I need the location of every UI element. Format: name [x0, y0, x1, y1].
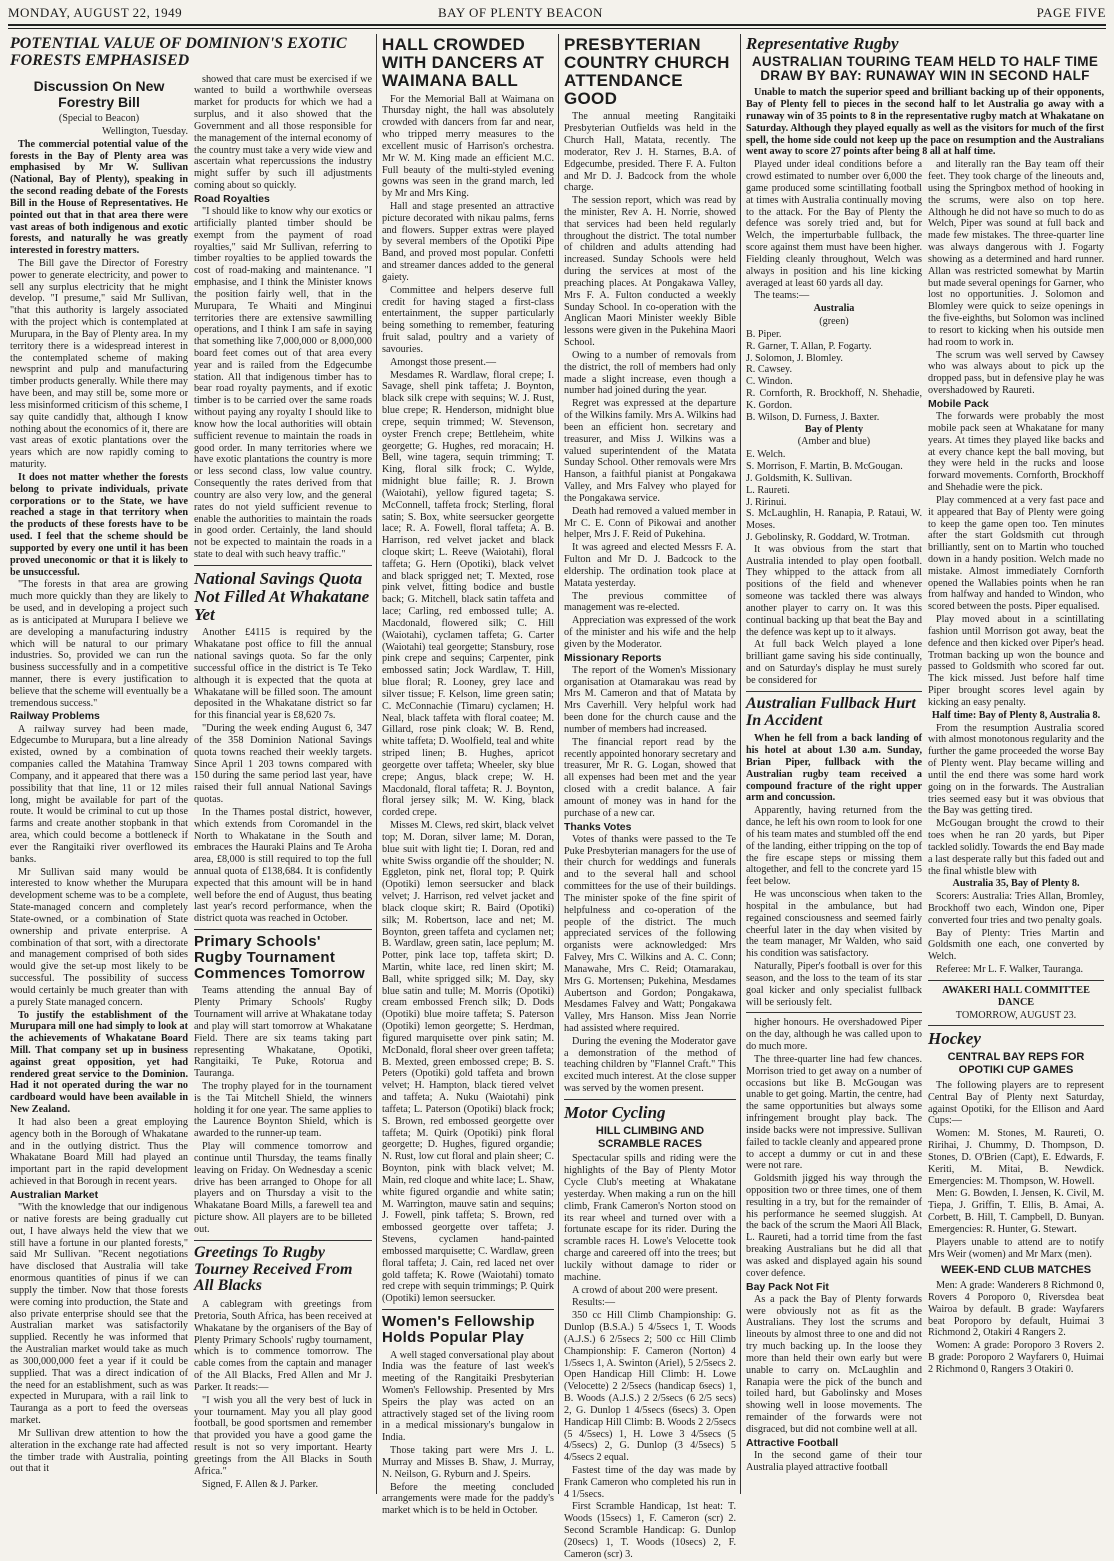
section-heading: Thanks Votes	[564, 820, 632, 833]
masthead-rule	[8, 24, 1106, 26]
column-3	[382, 34, 554, 1517]
paragraph: Appreciation was expressed of the work of the minister and his wife and the help given by the Moderator.	[564, 615, 736, 650]
paragraph: The following players are to represent Central Bay of Plenty next Saturday, against Opotiki, for the Ellison and Aard Cups:—	[928, 1079, 1104, 1127]
paragraph: The trophy played for in the tournament is the Tai Mitchell Shield, the winners holding it for one year. The same applies to the Laurence Boynton Shield, which is awarded to the runner-up team.	[194, 1081, 372, 1140]
paragraph: He was unconscious when taken to the hospital in the ambulance, but had regained consciousness and seemed fairly cheerful later in the day when visited by the team manager, Mr Walden, who said his condition was satisfactory.	[746, 889, 922, 960]
lineup-line: L. Raureti.	[746, 484, 790, 496]
paragraph: Goldsmith jigged his way through the opposition two or three times, one of them resulting in a try, but for the remainder of his performance he seemed sluggish. At the back of the scrum the Maori All Black, L. Raureti, had a torrid time from the fast breaking Australians but he did all that was asked and displayed again his sound cover defence.	[746, 1173, 922, 1279]
paragraph: Apparently, having returned from the dance, he left his own room to look for one of his team mates and stumbled off the end of the landing, either tripping on the top of the fire escape steps or missing them altogether, and fell to the concrete yard 15 feet below.	[746, 805, 922, 888]
paragraph: In the second game of their tour Australia played attractive football	[746, 1449, 922, 1473]
paragraph: Fastest time of the day was made by Frank Cameron who completed his run in 4 1/5secs.	[564, 1465, 736, 1500]
paragraph: The teams:—	[754, 290, 810, 302]
paragraph: Results:—	[572, 1297, 616, 1309]
paragraph: showed that care must be exercised if we wanted to build a worthwhile overseas market for products for which we had a surplus, and it also showed that the Government and all those responsible for the management of the internal economy of the country must take a very wide view and ascertain what repercussions the industry might suffer by such ill adjustments coming about so quickly.	[194, 73, 372, 192]
team-colour: (green)	[819, 316, 849, 328]
motor-cycling-heading: Motor Cycling	[564, 1102, 666, 1122]
hill-climb-headline: HILL CLIMBING AND SCRAMBLE RACES	[595, 1124, 705, 1150]
divider	[382, 1309, 554, 1310]
column-2	[194, 74, 372, 1492]
column-6	[928, 159, 1104, 1474]
paragraph: In the Thames postal district, however, which extends from Coromandel in the North to Whakatane in the South and embraces the Hauraki Plains and Te Aroha area, £8,000 is still required to top the full annual quota of £138,684. It is confidently expected that this amount will be in hand well before the end of August, thus beating last year's record performance, when the district quota was reached in October.	[194, 806, 372, 925]
paragraph: During the evening the Moderator gave a demonstration of the method of teaching children by "Flannel Craft." This excited much interest. At the close supper was served by the women present.	[564, 1035, 736, 1095]
forestry-article	[10, 34, 372, 1494]
paragraph: Women: M. Stones, M. Raureti, O. Ririhai, J. Chummy, D. Thompson, D. Stones, D. O'Brien (Capt), E. Edwards, F. Keriti, M. Mitai, B. Newdick. Emergencies: M. Thompson, W. Howell.	[928, 1128, 1104, 1187]
paragraph: "I wish you all the very best of luck in your tournament. May you all play good football, be good sportsmen and remember that provided you have a good game the result is not so very important. Hearty greetings from the All Blacks in South Africa."	[194, 1394, 372, 1477]
representative-rugby-heading: Representative Rugby	[746, 34, 899, 53]
masthead	[8, 4, 1106, 22]
paragraph: Owing to a number of removals from the district, the roll of members had only made a slight increase, even though a number had joined during the year.	[564, 349, 736, 397]
paragraph: Men: A grade: Wanderers 8 Richmond 0, Rovers 4 Poroporo 0, Riversdea beat Wairoa by default. B grade: Wayfarers beat Poroporo by default, Huimai 3 Richmond 2, Otakiri 4 Rangers 2.	[928, 1280, 1104, 1339]
lineup-line: J. Goldsmith, K. Sullivan.	[746, 472, 853, 484]
bay-of-plenty-lineup	[746, 449, 922, 544]
column-rule	[376, 34, 377, 1494]
paragraph: The session report, which was read by the minister, Rev A. H. Norrie, showed that services had been held regularly throughout the district. The total number of children and adults attending had increased. Sunday Schools were held during the services at most of the preaching places. At Pongakawa Valley, Mrs F. A. Fulton conducted a weekly Sunday School. In co-operation with the Anglican Maori Minister weekly Bible lessons were given in the Pukehina Maori School.	[564, 195, 736, 349]
paragraph: Those taking part were Mrs J. L. Murray and Misses B. Shaw, J. Murray, N. Neilson, G. Ryburn and J. Speirs.	[382, 1445, 554, 1480]
paragraph: A cablegram with greetings from Pretoria, South Africa, has been received at Whakatane by the organisers of the Bay of Plenty Primary Schools' rugby tournament, which is to commence tomorrow. The cable comes from the captain and manager of the All Blacks, Fred Allen and Mr J. Parker. It reads:—	[194, 1299, 372, 1393]
lineup-line: C. Windon.	[746, 376, 793, 388]
lineup-line: B. Wilson, D. Furness, J. Baxter.	[746, 411, 880, 423]
paragraph: Before the meeting concluded arrangements were made for the paddy's market which is to be held in October.	[382, 1481, 554, 1517]
paragraph: Men: G. Bowden, I. Jensen, K. Civil, M. Tiepa, J. Griffin, T. Ellis, B. Amai, A. Corbett, B. Hill, T. Campbell, D. Bunyan. Emergencies: R. Hunter, G. Stewart.	[928, 1188, 1104, 1235]
paragraph: The forwards were probably the most mobile pack seen at Whakatane for many years. At times they played like backs and at every chance kept the ball moving, but they were held in the rucks and loose forward movements. Cornforth, Brockhoff and Shehadie were the pick.	[928, 411, 1104, 494]
paragraph: To justify the establishment of the Murupara mill one had simply to look at the achievements of Whakatane Board Mill. That company set up in business against great opposition, yet had rendered great service to the Dominion. Had it not operated during the war no cardboard would have been available in New Zealand.	[10, 1009, 188, 1116]
paragraph: Players unable to attend are to notify Mrs Weir (women) and Mr Marx (men).	[928, 1236, 1104, 1260]
paragraph: As a pack the Bay of Plenty forwards were obviously not as fit as the Australians. They lost the scrums and lineouts by almost three to one and did not try much backing up. In the loose they more than held their own early but were unable to carry on. McLaughlin and Ranapia were the pick of the bunch and toiled hard, but Gabolinsky and Moses showing well in loose movements. The remainder of the forwards were not disgraced, but did not combine well at all.	[746, 1293, 922, 1435]
page-number: PAGE FIVE	[1036, 5, 1106, 20]
divider	[746, 1012, 922, 1013]
section-heading: Mobile Pack	[928, 397, 989, 410]
lineup-line: S. McLaughlin, H. Ranapia, P. Rataui, W. Moses.	[746, 508, 922, 532]
paragraph: Committee and helpers deserve full credit for having staged a first-class entertainment, the supper particularly being something to remember, featuring fruit salad, poultry and a variety of savouries.	[382, 284, 554, 355]
paragraph: For the Memorial Ball at Waimana on Thursday night, the hall was absolutely crowded with dancers from far and near, who tripped merry measures to the excellent music of Harrison's orchestra. Mr W. M. King made an efficient M.C. Full beauty of the multi-styled evening gowns was seen in the grand march, led by Mr and Mrs King.	[382, 93, 554, 200]
divider	[746, 691, 922, 692]
paragraph: Spectacular spills and riding were the highlights of the Bay of Plenty Motor Cycle Club's meeting at Whakatane yesterday. When making a run on the hill climb, Frank Cameron's Norton stood on its rear wheel and turned over with a fortunate escape for its rider. During the scramble races H. Lowe's Velocette took charge and careered off into the trees; but luckily without damage to rider or machine.	[564, 1153, 736, 1283]
paragraph: First Scramble Handicap, 1st heat: T. Woods (15secs) 1, F. Cameron (scr) 2. Second Scramble Handicap: G. Dunlop (20secs) 1, T. Woods (10secs) 2, F. Cameron (scr) 3.	[564, 1501, 736, 1560]
column-rule	[740, 34, 741, 1494]
section-heading: Attractive Football	[746, 1436, 839, 1449]
team-colour: (Amber and blue)	[797, 436, 871, 448]
paragraph: Regret was expressed at the departure of the Wilkins family. Mrs A. Wilkins had been an efficient hon. secretary and treasurer, and Miss J. Wilkins was a valued superintendent of the Matata Sunday School. Other removals were Mrs Hanson, a faithful pianist at Pongakawa Valley, and Mrs Falvey who played for the Pongakawa service.	[564, 398, 736, 504]
paragraph: The three-quarter line had few chances. Morrison tried to get away on a number of occasions but like B. McGougan was unable to get going. Martin, the centre, had the same opportunities but always some infringement brought play back. The inside backs were not impressive. Sullivan failed to tackle cleanly and appeared prone to accept a dummy or cut in and these were not rare.	[746, 1053, 922, 1172]
column-rule	[558, 34, 559, 1494]
paragraph: Mr Sullivan drew attention to how the alteration in the exchange rate had affected the timber trade with Australia, pointing out that it	[10, 1427, 188, 1475]
paragraph: It was agreed and elected Messrs F. A. Fulton and Mr D. J. Badcock to the eldership. The ordination took place at Matata yesterday.	[564, 542, 736, 589]
rugby-lead: Unable to match the superior speed and brilliant backing up of their opponents, Bay of Plenty fell to pieces in the second half to let Australia go away with a runaway win of 35 points to 8 in the representative rugby match at Whakatane on Saturday. Although they played equally as well as the visitors for much of the first spell, the home side could not keep up the pace on resumption and the Australians went away to score 27 points after being 8 all at half time.	[746, 87, 1104, 158]
paragraph: Votes of thanks were passed to the Te Puke Presbyterian managers for the use of their church for weddings and funerals and to the several hall and school committees for the use of their buildings. The minister spoke of the fine spirit of helpfulness and co-operation of the people of the district. The much appreciated services of the following organists were acknowledged: Mrs Falvey, Mrs C. Wilkins and A. C. Conn; Manawahe, Mrs C. Reid; Otamarakau, Mrs G. Mortensen; Pukehina, Mesdames Aubertson and Gordon; Pongakawa, Mesdames Falvey and Watt; Pongakawa Valley, Mrs Hanson. Miss Jean Norrie had assisted where required.	[564, 833, 737, 1034]
paragraph: At full back Welch played a lone brilliant game saving his side continually, and on Saturday's display he must surely be considered for	[746, 639, 922, 686]
greetings-headline: Greetings To Rugby Tourney Received From All Blacks	[194, 1243, 353, 1295]
section-heading: Railway Problems	[10, 710, 100, 723]
forestry-lead: The commercial potential value of the forests in the Bay of Plenty area was emphasised by Mr W. Sullivan (National, Bay of Plenty), speaking in the second reading debate of the Forests Bill in the House of Representatives. He pointed out that in that area there were vast areas of both indigenous and exotic forests, and naturally he was greatly interested in forestry matters.	[10, 138, 188, 257]
lineup-line: R. Cawsey.	[746, 364, 793, 376]
column-1	[10, 74, 188, 1492]
section-heading: Missionary Reports	[564, 651, 662, 664]
paper-title: BAY OF PLENTY BEACON	[438, 5, 603, 20]
paragraph: Death had removed a valued member in Mr C. E. Conn of Pikowai and another helper, Mrs J. F. Reid of Pukehina.	[564, 505, 736, 541]
paragraph: When he fell from a back landing of his hotel at about 1.30 a.m. Sunday, Brian Piper, fullback with the Australian rugby team received a compound fracture of the right upper arm and concussion.	[746, 733, 922, 804]
australia-lineup	[746, 329, 922, 424]
forestry-banner: POTENTIAL VALUE OF DOMINION'S EXOTIC FORESTS EMPHASISED	[10, 35, 347, 69]
paragraph: A railway survey had been made, Edgecumbe to Murupara, but a line already existed, owned by a combination of companies called the Matahina Tramway Company, and it appeared that there was a possibility that that line, 11 or 12 miles long, might be available for part of the route. It would be criminal to cut up those farms and create another stopbank in that area, which could become a bottleneck if ever the Rangitaiki river overflowed its banks.	[10, 723, 188, 865]
lineup-line: B. Piper.	[746, 328, 782, 340]
divider	[928, 980, 1104, 981]
divider	[194, 565, 372, 566]
dance-ad-title: AWAKERI HALL COMMITTEE DANCE	[942, 984, 1090, 1008]
paragraph: "The forests in that area are growing much more quickly than they are likely to be used, and in developing a project such as is anticipated at Murupara I believe we are developing a manufacturing industry which will be natural to our primary industries. So, provided we can run the business successfully and in a competitive manner, there is every justification to believe that the scheme will eventually be a tremendous success."	[10, 579, 188, 709]
paragraph: "With the knowledge that our indigenous or native forests are being gradually cut out, I have always held the view that we still have a fortune in our planted forests," said Mr Sullivan. "Recent negotiations have disclosed that Australia will take enormous quantities of pinus if we can supply the timber. Now that those forests were coming into production, the State and also private enterprise should see that the Australian market was satisfactorily supplied. Recently he was informed that the Australian market would take as much as 300,000,000 feet a year if it could be supplied. That was a direct indication of the need for an establishment, such as was expected in Murupara, with a rail link to Tauranga as a port to feed the overseas market.	[10, 1202, 188, 1427]
paragraph: The previous committee of management was re-elected.	[564, 590, 736, 614]
lineup-line: R. Cornforth, R. Brockhoff, N. Shehadie, K. Gordon.	[746, 388, 922, 411]
paragraph: A well staged conversational play about India was the feature of last week's meeting of the Rangitaiki Presbyterian Women's Fellowship. Presented by Mrs Speirs the play was acted on an attractively staged set of the living room in a medical missionary's bungalow in India.	[382, 1349, 554, 1444]
savings-headline: National Savings Quota Not Filled At Whakatane Yet	[194, 568, 370, 624]
hockey-heading: Hockey	[928, 1029, 981, 1049]
section-heading: Australian Market	[10, 1188, 99, 1201]
paragraph: McGougan brought the crowd to their toes when he ran 20 yards, but Piper tackled solidly. Towards the end Bay made a last desperate rally but this faded out and the final whistle blew with	[928, 818, 1104, 877]
lineup-line: S. Morrison, F. Martin, B. McGougan.	[746, 461, 903, 473]
paragraph: From the resumption Australia scored with almost monotonous regularity and the further the game proceeded the worse Bay of Plenty went. Play became willing and until the end there was some hard work going on in the forwards. The Australian tries seemed easy but it was obvious that the Bay was getting tired.	[928, 722, 1104, 817]
byline: (Special to Beacon)	[58, 113, 140, 125]
issue-date: MONDAY, AUGUST 22, 1949	[8, 5, 183, 20]
lineup-line: J. Gebolinsky, R. Goddard, W. Trotman.	[746, 531, 910, 543]
divider	[928, 1025, 1104, 1026]
paragraph: It does not matter whether the forests belong to private individuals, private corporations or to the State, we have reached a stage in that territory when the products of these forests have to be used. I feel that the scheme should be supported by every one until it has been proved uneconomic or that it is likely to be unsuccessful.	[10, 471, 188, 578]
paragraph: Amongst those present.—	[390, 356, 497, 368]
paragraph: Referee: Mr L. F. Walker, Tauranga.	[936, 964, 1084, 976]
paragraph: The report of the Women's Missionary organisation at Otamarakau was read by Mrs M. Cameron and that of Matata by Mrs Caverhill. Very helpful work had been done for the church cause and the number of members had increased.	[564, 664, 736, 735]
team-heading: Australia	[813, 303, 855, 315]
forestry-headline: Discussion On New Forestry Bill	[33, 77, 165, 110]
schools-rugby-headline: Primary Schools' Rugby Tournament Commences Tomorrow	[194, 933, 365, 982]
waimana-ball-headline: HALL CROWDED WITH DANCERS AT WAIMANA BALL	[382, 35, 545, 90]
paragraph: Mesdames R. Wardlaw, floral crepe; I. Savage, shell pink taffeta; J. Boynton, black silk crepe with sequins; W. J. Rust, blue crepe; R. Henderson, midnight blue crepe, sequin trimmed; W. Stevenson, oyster French crepe; Bettleheim, white georgette; G. Hughes, red moracain; H. Bell, wine tagera, sequin trimming; T. King, floral silk frock; C. Wylde, midnight blue faille; R. J. Brown (Waiotahi), yellow figured tageta; S. McConnell, taffeta frock; Sterling, floral satin; S. Box, white seersucker georgette lace; R. A. Fowell, floral taffeta; A. B. Harrison, red velvet jacket and black cloque skirt; L. Reeve (Waiotahi), floral taffeta; G. Hern (Opotiki), black velvet and black sprigged net; T. Mexted, rose pink velvet, fitting bodice and bustle back; G. Mitchell, black satin taffeta and lace; Carling, red embossed tulle; A. Macdonald, flowered silk; C. Hill (Waiotahi), cyclamen taffeta; G. Carter (Waiotahi) teal georgette; Stansbury, rose pink crepe and sequins; Carpenter, pink embossed satin; Jock Wardlaw, T. Hill, blue floral; R. Looney, grey lace and silver tissue; F. Kelson, lime green satin; C. McConnachie (Timaru) cyclamen; H. Neal, black taffeta with floral coatee; M. Gillard, rose pink cloak; W. B. Rend, white taffeta; D. Woolfield, teal and white striped linen; B. Hughes, apricot georgette over taffeta; Wheeler, sky blue crepe; Angus, black crepe; W. H. Macdonald, floral taffeta; R. J. Boynton, floral jersey silk; M. W. King, black corded crepe.	[382, 369, 554, 819]
paragraph: Play moved about in a scintillating fashion until Morrison got away, beat the defence and then kicked over Piper's head. Trotman backing up won the bounce and passed to Goldsmith who scored far out. The kick missed. Just before half time Piper brought scores level again by kicking an easy penalty.	[928, 614, 1104, 708]
paragraph: It was obvious from the start that Australia intended to play open football. They whipped to the attack from all positions of the field and whenever someone was tackled there was always another player to carry on. It was this continual backing up that beat the Bay and the defence was kept up to it always.	[746, 543, 922, 638]
paragraph: and literally ran the Bay team off their feet. They took charge of the lineouts and, using the Springbox method of hooking in the scrums, were also on top here. Although he did not have so much to do as Welch, Piper was sound at full back and made few mistakes. The three-quarter line was always dangerous with J. Fogarty showing as a determined and hard runner. Allan was restricted somewhat by Martin but made several openings for Garner, who lost no opportunities. J. Solomon and Blomley were quick to seize openings in the five-eighths, but Solomon was inclined to resort to kicking when his outside men had room to work in.	[928, 159, 1104, 348]
lineup-line: E. Welch.	[746, 449, 786, 461]
column-5	[746, 159, 922, 1474]
paragraph: The Bill gave the Director of Forestry power to generate electricity, and power to sell any surplus electricity that he might develop. "I presume," said Mr Sullivan, "that this authority is largely associated with the project which is contemplated at Murupara, in the Bay of Plenty area. In my territory there is a widespread interest in the contemplated scheme of making newsprint and pulp and manufacturing timber products generally. While there may have been, and may still be, some more or less misinformed criticism of this scheme, I say quite candidly that, although I know nothing about the economics of it, there are vast areas of exotic plantations over the years which are now rapidly coming to maturity.	[10, 258, 188, 471]
divider	[194, 929, 372, 930]
signature: Signed, F. Allen & J. Parker.	[202, 1478, 319, 1490]
paragraph: Hall and stage presented an attractive picture decorated with nikau palms, ferns and flowers. Supper extras were played by several members of the Opotiki Pipe Band, and proved most popular. Confetti and streamer dances added to the general gaiety.	[382, 200, 554, 283]
paragraph: higher honours. He overshadowed Piper on the day, although he was called upon to do much more.	[746, 1017, 922, 1053]
paragraph: "During the week ending August 6, 347 of the 358 Dominion National Savings quota towns reached their weekly targets. Since April 1 203 towns compared with 150 during the same period last year, have raised their full annual National Savings quotas.	[194, 723, 372, 806]
fellowship-headline: Women's Fellowship Holds Popular Play	[382, 1313, 535, 1346]
fullback-hurt-headline: Australian Fullback Hurt In Accident	[746, 694, 916, 729]
paragraph: Naturally, Piper's football is over for this season, and the loss to the team of its star goal kicker and only specialist fullback will be seriously felt.	[746, 961, 922, 1008]
column-4	[564, 34, 737, 1560]
paragraph: Scorers: Australia: Tries Allan, Bromley, Brockhoff two each, Windon one, Piper converted four tries and two penalty goals.	[928, 891, 1104, 926]
rugby-headline: AUSTRALIAN TOURING TEAM HELD TO HALF TIME DRAW BY BAY: RUNAWAY WIN IN SECOND HALF	[751, 54, 1099, 84]
hockey-headline: CENTRAL BAY REPS FOR OPOTIKI CUP GAMES	[947, 1051, 1085, 1077]
half-time-score: Half time: Bay of Plenty 8, Australia 8.	[931, 709, 1101, 721]
paragraph: Another £4115 is required by the Whakatane post office to fill the annual national savings quota. So far the only successful office in the district is Te Teko although it is expected that the quota at Whakatane will be filled soon. The amount deposited in the Whakatane district so far for this financial year is £8,620 7s.	[194, 627, 372, 722]
paragraph: 350 cc Hill Climb Championship: G. Dunlop (B.S.A.) 5 4/5secs 1, T. Woods (A.J.S.) 6 2/5secs 2; 500 cc Hill Climb Championship: F. Cameron (Norton) 4 1/5secs 1, A. Swinton (Ariel), 5 2/5secs 2. Open Handicap Hill Climb: H. Lowe (Velocette) 2 2/5secs (handicap 6secs) 1, B. Woods (A.J.S.) 2 2/5secs (6 2/5 secs) 2, G. Dunlop 1 4/5secs (6secs) 3. Open Handicap Hill Climb: B. Woods 2 2/5secs (5 4/5secs) 1, H. Lowe 3 4/5secs (5 4/5secs) 2, G. Dunlop (3 4/5secs) 5 4/5secs 2 equal.	[564, 1310, 736, 1464]
presbyterian-headline: PRESBYTERIAN COUNTRY CHURCH ATTENDANCE GOOD	[564, 35, 730, 108]
paragraph: Play commenced at a very fast pace and it appeared that Bay of Plenty were going to keep the game open too. Ten minutes after the start Goldsmith cut through brilliantly, sent on to Martin who touched down in a handy position. Welch made no mistake. Almost immediately Cornforth opened the Wallabies points when he ran from halfway and handed to Windon, who scored between the posts. Piper equalised.	[928, 494, 1104, 613]
dance-ad-date: TOMORROW, AUGUST 23.	[955, 1009, 1077, 1021]
final-score: Australia 35, Bay of Plenty 8.	[952, 878, 1080, 890]
club-matches-headline: WEEK-END CLUB MATCHES	[940, 1264, 1092, 1277]
paragraph: The scrum was well served by Cawsey who was always about to pick up the dropped pass, but in defensive play he was overshadowed by Raureti.	[928, 349, 1104, 397]
lineup-line: J. Solomon, J. Blomley.	[746, 352, 843, 364]
paragraph: The annual meeting Rangitaiki Presbyterian Outfields was held in the Church Hall, Matata, recently. The moderator, Rev J. H. Starnes, B.A. of Edgecumbe, presided. There F. A. Fulton and Mr D. J. Badcock from the whole charge.	[564, 111, 736, 194]
paragraph: Play will commence tomorrow and continue until Thursday, the teams finally leaving on Friday. On Wednesday a scenic drive has been arranged to Ohope for all players and on Thursday a visit to the Whakatane Board Mills, a farewell tea and picture show. All players are to be billeted out.	[194, 1141, 372, 1235]
paragraph: Mr Sullivan said many would be interested to know whether the Murupara development scheme was to be a complete, State-managed concern and completely State-owned, or a combination of State ownership and private enterprise. A combination of that sort, with a directorate and management comprised of both sides would give the set-up most likely to be successful. The possibility of success would certainly be much greater than with a purely State managed concern.	[10, 866, 188, 1008]
paragraph: Misses M. Clews, red skirt, black velvet top; M. Doran, silver lame; M. Doran, blue suit with light tie; I. Doran, red and white Swiss organdie off the shoulder; N. Eggleton, pink net, floral top; P. Quirk (Opotiki) lemon seersucker and black velvet; J. Harrison, red velvet jacket and black cloque skirt; R. Baird (Opotiki) silk; M. Robertson, lace and net; M. Boynton, green taffeta and cyclamen net; B. Wardlaw, green satin, lace peplum; M. Potter, pink lace top, taffeta skirt; D. Martin, white lace, red linen skirt; M. Ball, white sprigged silk; M. Day, sky blue satin and tulle; M. Morris (Opotiki) cream embossed French silk; D. Dods (Opotiki) blue moire taffeta; S. Paterson (Opotiki) lemon georgette; S. Herdman, figured marquisette over pink satin; M. McDonald, floral sheer over green taffeta; B. Mexted, green embossed crepe; B. S. Peters (Opotiki) gold taffeta and brown velvet; H. Hampton, black tiered velvet and taffeta; A. Nuku (Waiotahi) pink taffeta; L. Paterson (Opotiki) black frock; S. Brown, red embossed georgette over taffeta; M. Quirk (Opotiki) pink floral georgette; D. Hughes, figured organdie; N. Rust, low cut floral and plain sheer; C. Boynton, pink with black velvet; M. Main, red cloque and white lace; L. Shaw, white figured organdie and white satin; M. Warrington, mauve satin and sequins; J. Fowell, pink taffeta; S. Brown, red embossed georgette over taffeta; J. Stevens, cyclamen hand-painted embossed marquisette; C. Wardlaw, green floral taffeta; J. Cain, red laced net over gold taffeta; K. Rowe (Waiotahi) tomato red crepe with sequin trimmings; P. Quirk (Opotiki) lemon seersucker.	[382, 820, 554, 1305]
section-heading: Bay Pack Not Fit	[746, 1280, 829, 1293]
team-heading: Bay of Plenty	[804, 423, 864, 435]
paragraph: It had also been a great employing agency both in the Borough of Whakatane and in the outlying district. Thus the Whakatane Board Mill had played an important part in the rapid development achieved in that Borough in recent years.	[10, 1116, 188, 1188]
masthead-rule-thin	[8, 28, 1106, 29]
paragraph: "I should like to know why our exotics or artificially planted timber should be exempt from the payment of road royalties," said Mr Sullivan, referring to timber royalties to be applied towards the cost of road-making and maintenance. "I emphasise, and I think the Minister knows the position fairly well, that in the Murupara, Te Whaiti and Minginui territories there are extensive sawmilling operations, and I think I am safe in saying that something like 7,000,000 or 8,000,000 board feet comes out of that area every year and is railed from the Edgecumbe station. All that indigenous timber has to bear road royalty payments, and if exotic timber is to be carried over the same roads without paying any royalty I should like to know how the local authorities will obtain sufficient revenue to maintain the roads in good order. In many territories where we have exotic plantations the country is more or less second class, low value country. Consequently the rates derived from that country are also very low, and the general rates do not yield sufficient revenue to enable the authorities to maintain the roads in good order. Certainly, the land should not be expected to maintain the roads in a state to deal with such heavy traffic."	[194, 206, 372, 561]
lineup-line: J. Ririnui.	[746, 496, 787, 508]
section-heading: Road Royalties	[194, 192, 270, 205]
paragraph: A crowd of about 200 were present.	[572, 1284, 718, 1296]
lineup-line: R. Garner, T. Allan, P. Fogarty.	[746, 340, 872, 352]
rugby-section	[746, 34, 1104, 1494]
paragraph: Bay of Plenty: Tries Martin and Goldsmith one each, one converted by Welch.	[928, 927, 1104, 963]
paragraph: Teams attending the annual Bay of Plenty Primary Schools' Rugby Tournament will arrive at Whakatane today and play will start tomorrow at Whakatane Field. There are six teams taking part representing Whakatane, Opotiki, Rangitaiki, Te Puke, Rotorua and Tauranga.	[194, 985, 372, 1080]
dateline: Wellington, Tuesday.	[102, 125, 188, 137]
divider	[194, 1240, 372, 1241]
divider	[564, 1099, 736, 1100]
paragraph: The financial report read by the recently appointed honorary secretary and treasurer, Mr R. G. Logan, showed that all expenses had been met and the year closed with a credit balance. A fair amount of money was in hand for the purchase of a new car.	[564, 736, 736, 819]
paragraph: Women: A grade: Poroporo 3 Rovers 2. B grade: Poroporo 2 Wayfarers 0, Huimai 2 Richmond 0, Rangers 3 Otakiri 0.	[928, 1340, 1104, 1375]
paragraph: Played under ideal conditions before a crowd estimated to number over 6,000 the game produced some scintillating football at times with Australia continually moving to the attack. For the Bay of Plenty the defence was sorely tried and, but for Welch, the imperturbable fullback, the score against them must have been higher. Fielding cleanly throughout, Welch was always in position and his line kicking averaged at least 60 yards all day.	[746, 159, 922, 289]
